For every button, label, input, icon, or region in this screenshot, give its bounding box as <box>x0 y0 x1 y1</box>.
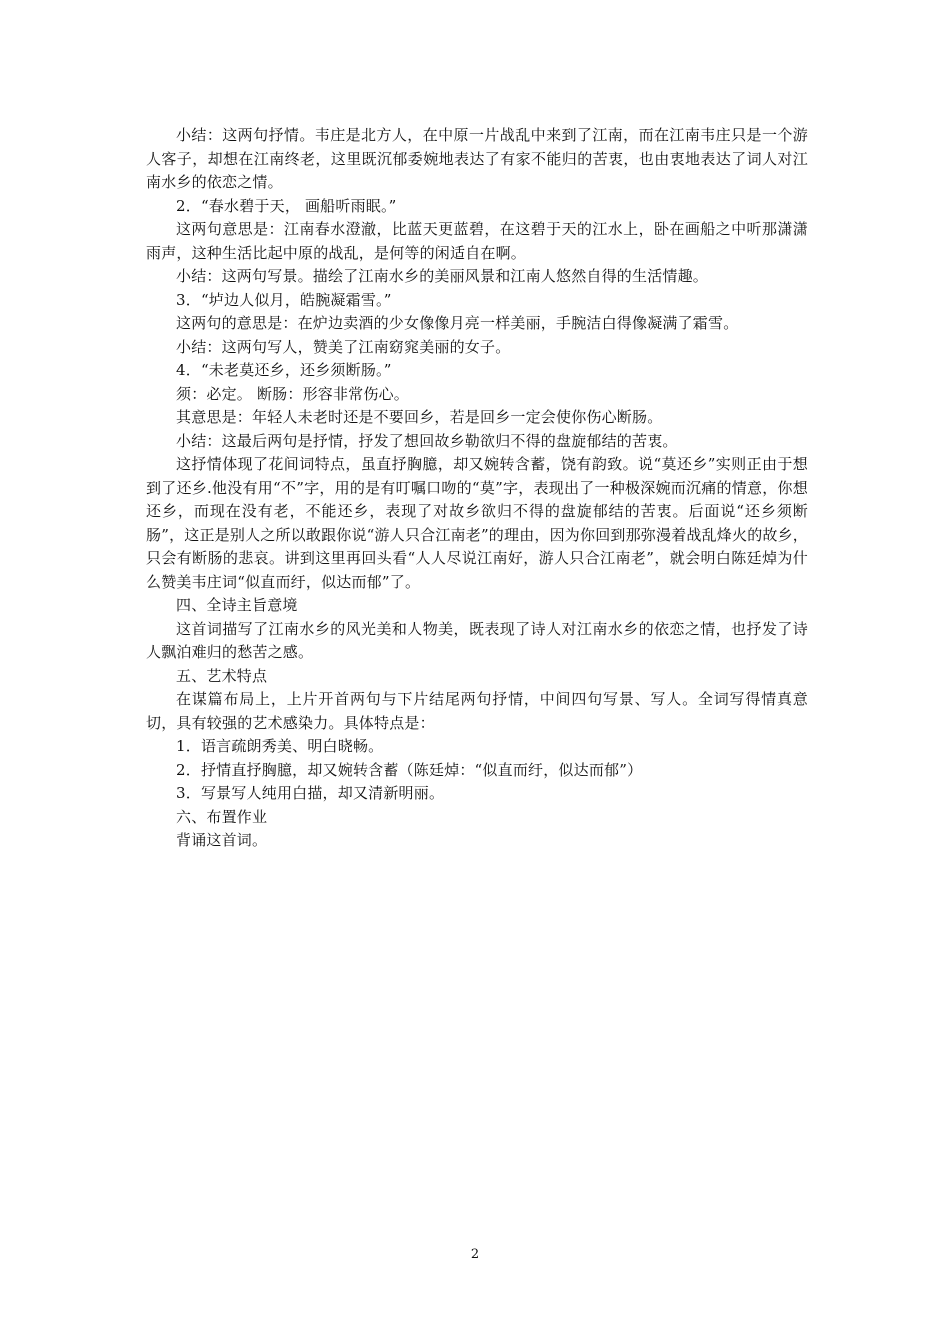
paragraph-line-2-summary: 小结：这两句写景。描绘了江南水乡的美丽风景和江南人悠然自得的生活情趣。 <box>176 267 709 285</box>
section-heading-homework: 六、布置作业 <box>176 807 268 826</box>
page-number: 2 <box>470 1247 480 1262</box>
paragraph-art-features: 在谋篇布局上，上片开首两句与下片结尾两句抒情，中间四句写景、写人。全词写得情真意切，具有较强的艺术感染力。具体特点是： <box>146 690 808 732</box>
list-item-feature-3: 3．写景写人纯用白描，却又清新明丽。 <box>176 784 445 802</box>
paragraph-theme: 这首词描写了江南水乡的风光美和人物美，既表现了诗人对江南水乡的依恋之情，也抒发了诗人飘泊难归的愁苦之感。 <box>146 619 808 661</box>
section-heading-art-features: 五、艺术特点 <box>176 666 268 685</box>
paragraph-line-3-quote: 3．“垆边人似月，皓腕凝霜雪。” <box>176 290 392 309</box>
paragraph-line-3-meaning: 这两句的意思是：在炉边卖酒的少女像像月亮一样美丽，手腕洁白得像凝满了霜雪。 <box>176 314 739 332</box>
paragraph-line-2-meaning: 这两句意思是：江南春水澄澈，比蓝天更蓝碧，在这碧于天的江水上，卧在画船之中听那潇潇雨声，这种生活比起中原的战乱，是何等的闲适自在啊。 <box>146 220 808 262</box>
paragraph-line-3-summary: 小结：这两句写人，赞美了江南窈窕美丽的女子。 <box>176 337 511 356</box>
paragraph-line-4-meaning: 其意思是：年轻人未老时还是不要回乡，若是回乡一定会使你伤心断肠。 <box>176 408 663 426</box>
section-heading-theme: 四、全诗主旨意境 <box>176 596 298 614</box>
page-body <box>146 124 808 853</box>
paragraph-word-notes: 须：必定。 断肠：形容非常伤心。 <box>176 384 409 403</box>
paragraph-line-4-quote: 4．“未老莫还乡，还乡须断肠。” <box>176 361 392 379</box>
list-item-feature-1: 1．语言疏朗秀美、明白晓畅。 <box>176 737 384 755</box>
paragraph-line-2-quote: 2．“春水碧于天， 画船听雨眠。” <box>176 196 397 215</box>
paragraph-homework: 背诵这首词。 <box>176 831 268 849</box>
paragraph-line-4-summary: 小结：这最后两句是抒情，抒发了想回故乡勒欲归不得的盘旋郁结的苦衷。 <box>176 431 678 450</box>
paragraph-summary-1: 小结：这两句抒情。韦庄是北方人，在中原一片战乱中来到了江南，而在江南韦庄只是一个游人客子，却想在江南终老，这里既沉郁委婉地表达了有家不能归的苦衷，也由衷地表达了词人对江南水乡的依恋之情。 <box>146 126 808 191</box>
paragraph-analysis: 这抒情体现了花间词特点，虽直抒胸臆，却又婉转含蓄，饶有韵致。说“莫还乡”实则正由于想到了还乡.他没有用“不”字，用的是有叮嘱口吻的“莫”字，表现出了一种极深婉而沉痛的情意，你想还乡，而现在没有老，不能还乡，表现了对故乡欲归不得的盘旋郁结的苦衷。后面说“还乡须断肠”，这正是别人之所以敢跟你说“游人只合江南老”的理由，因为你回到那弥漫着战乱烽火的故乡，只会有断肠的悲哀。讲到这里再回头看“人人尽说江南好，游人只合江南老”，就会明白陈廷焯为什么赞美韦庄词“似直而纡，似达而郁”了。 <box>146 455 809 591</box>
list-item-feature-2: 2．抒情直抒胸臆，却又婉转含蓄（陈廷焯：“似直而纡，似达而郁”） <box>176 760 643 779</box>
